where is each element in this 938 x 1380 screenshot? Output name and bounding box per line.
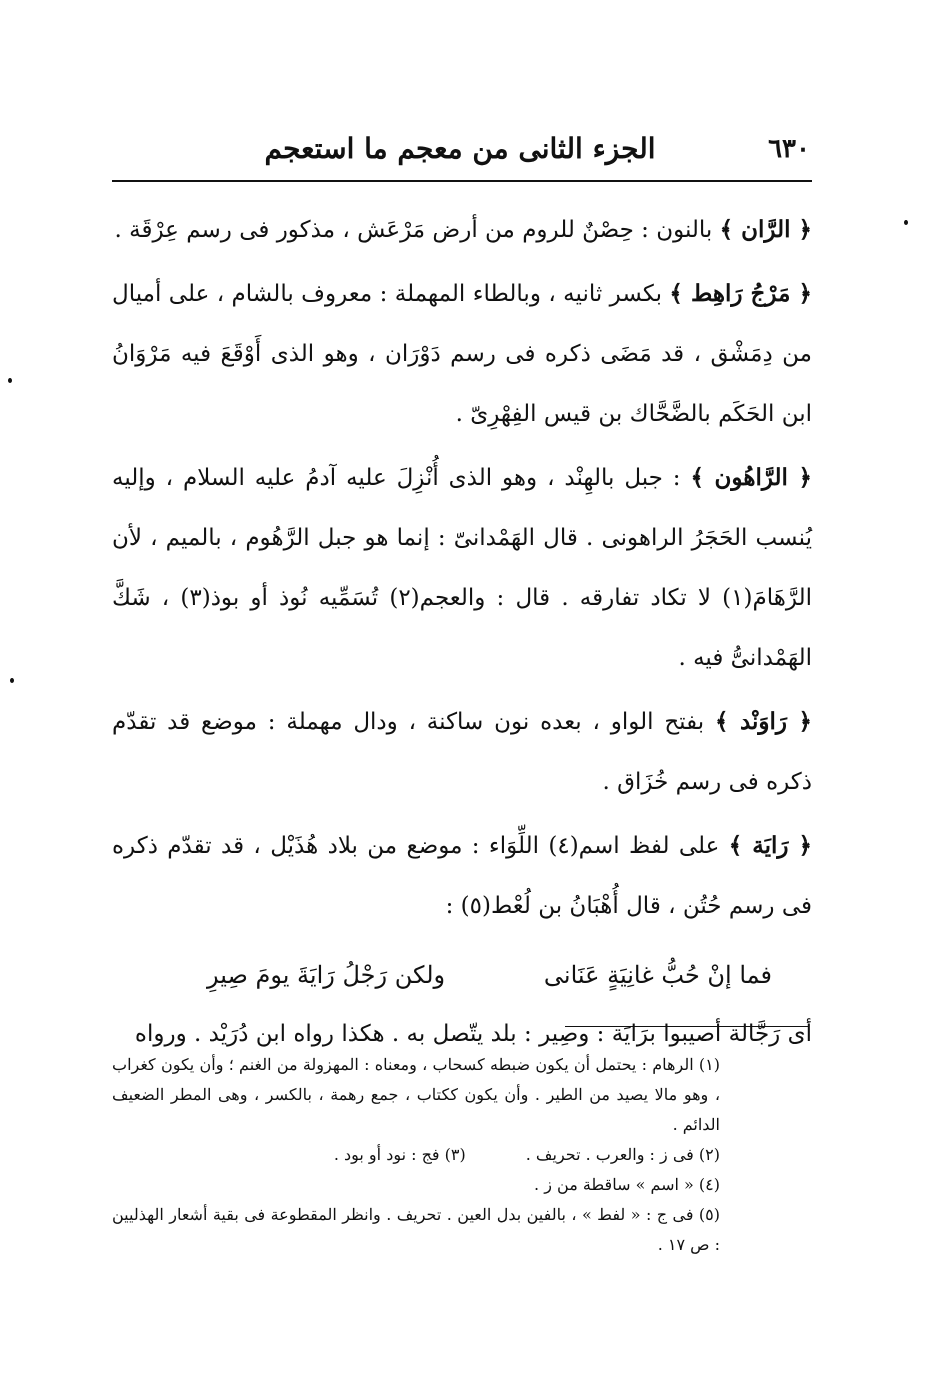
footnote-4: (٤) « اسم » ساقطة من ز . bbox=[534, 1175, 720, 1194]
entry-al-ran bbox=[112, 200, 812, 260]
page-number: ٦٣٠ bbox=[768, 134, 810, 164]
entry-text: بفتح الواو ، بعده نون ساكنة ، ودال مهملة : موضع قد تقدّم ذكره فى رسم خُزَاق . bbox=[112, 709, 812, 795]
footnote-5: (٥) فى ج : « لفط » ، بالفين بدل العين . تحريف . وانظر المقطوعة فى بقية أشعار الهذليين : ص ١٧ . bbox=[112, 1205, 720, 1254]
entry-headword: ﴿ الرَّاهُون ﴾ bbox=[690, 464, 812, 491]
margin-speck bbox=[8, 378, 12, 383]
entry-headword: ﴿ رَايَة ﴾ bbox=[728, 832, 812, 859]
entry-al-rahun bbox=[112, 448, 812, 688]
footnote-2: (٢) فى ز : والعرب . تحريف . bbox=[525, 1145, 720, 1164]
running-title: الجزء الثانى من معجم ما استعجم bbox=[264, 132, 656, 165]
margin-speck bbox=[10, 678, 14, 683]
poetry-verse bbox=[112, 948, 812, 1002]
entry-text: : جبل بالهِنْد ، وهو الذى أُنْزِلَ عليه آدمُ عليه السلام ، وإليه يُنسب الحَجَرُ الراهونى . قال الهَمْدانىّ : إنما هو جبل الرَّهُوم ، بالميم ، لأن الرَّهَامَ(١) لا تكاد تفارقه . قال : والعجم(٢) تُسَمِّيه نُوذ أو بوذ(٣) ، شَكَّ الهَمْدانىُّ فيه . bbox=[112, 465, 812, 671]
verse-first-hemistich: فما إنْ حُبُّ غانِيَةٍ عَنَانى bbox=[543, 961, 772, 989]
entry-text: على لفظ اسم(٤) اللِّوَاء : موضع من بلاد هُذَيْل ، قد تقدّم ذكره فى رسم حُتُن ، قال أُهْبَانُ بن لُعْط(٥) : bbox=[112, 833, 812, 919]
footnote-1: (١) الرهام : يحتمل أن يكون ضبطه كسحاب ، ومعناه : المهزولة من الغنم ؛ وأن يكون كغراب ، وهو مالا يصيد من الطير . وأن يكون ككتاب ، جمع رهمة ، بالكسر ، وهى المطر الضعيف الدائم . bbox=[112, 1055, 720, 1134]
footnote-3: (٣) فج : نود أو بود . bbox=[333, 1145, 466, 1164]
page-header bbox=[110, 128, 810, 178]
entry-text: بالنون : حِصْنٌ للروم من أرض مَرْعَش ، مذكور فى رسم عِرْقَة . bbox=[114, 217, 713, 243]
entry-text: بكسر ثانيه ، وبالطاء المهملة : معروف بالشام ، على أميال من دِمَشْق ، قد مَضَى ذكره فى رسم دَوْرَان ، وهو الذى أَوْقَعَ فيه مَرْوَانُ ابن الحَكَم بالضَّحَّاك بن قيس الفِهْرِىّ . bbox=[112, 281, 812, 427]
entry-marj-rahit bbox=[112, 264, 812, 444]
entry-headword: ﴿ رَاوَنْد ﴾ bbox=[714, 708, 813, 735]
verse-second-hemistich: ولكن رَجْلُ رَايَةَ يومَ صِيرِ bbox=[207, 961, 446, 989]
header-rule bbox=[112, 180, 812, 182]
entry-headword: ﴿ مَرْجُ رَاهِط ﴾ bbox=[669, 280, 813, 307]
footnote-rule bbox=[565, 1026, 808, 1027]
margin-speck bbox=[904, 220, 908, 225]
entry-headword: ﴿ الرَّان ﴾ bbox=[719, 216, 812, 243]
footnotes-2-3 bbox=[112, 1140, 720, 1170]
entry-rawand bbox=[112, 692, 812, 812]
main-text bbox=[112, 200, 812, 1064]
entry-raya bbox=[112, 816, 812, 936]
footnotes bbox=[112, 1050, 720, 1260]
continuation-line: أى رَجَّالة أصيبوا برَايَة : وصِير : بلد يتّصل به . هكذا رواه ابن دُرَيْد . ورواه bbox=[134, 1021, 812, 1047]
